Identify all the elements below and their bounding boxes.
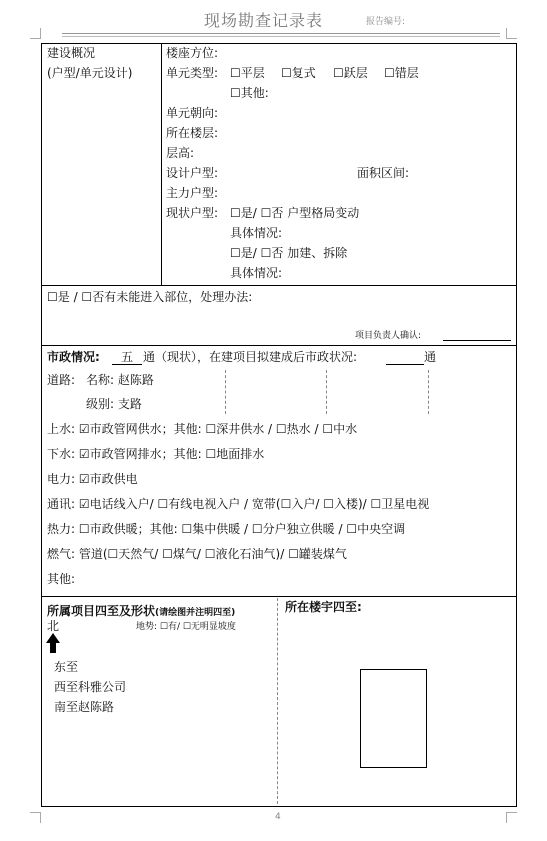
road-level: 级别: 支路 <box>86 397 142 411</box>
unit-type-duplex-checkbox[interactable]: ☐复式 <box>281 66 316 80</box>
terrain-checkbox[interactable]: 地势: ☐有/ ☐无明显坡度 <box>136 622 236 632</box>
design-type-label: 设计户型: <box>166 166 219 180</box>
corner-mark-br <box>506 812 517 823</box>
main-type-label: 主力户型: <box>166 186 219 200</box>
section4-dashed-divider <box>277 598 278 804</box>
table-row-divider-2 <box>41 345 517 346</box>
road-dashed-divider-2 <box>326 370 327 414</box>
north-label: 北 <box>47 619 60 633</box>
page-number: 4 <box>275 812 281 822</box>
planned-tong-label: 通 <box>424 350 437 364</box>
south-boundary: 南至赵陈路 <box>54 700 115 714</box>
road-dashed-divider-1 <box>225 370 226 414</box>
floor-label: 所在楼层: <box>166 126 219 140</box>
drainage-row[interactable]: 下水: ☑市政管网排水；其他: ☐地面排水 <box>47 447 265 461</box>
table-top-border <box>41 43 517 44</box>
building-position-label: 楼座方位: <box>166 46 219 60</box>
unit-type-flat-checkbox[interactable]: ☐平层 <box>230 66 265 80</box>
boundaries-title-text: 所属项目四至及形状 <box>47 604 156 618</box>
section1-column-divider <box>161 43 162 285</box>
unit-type-other-checkbox[interactable]: ☐其他: <box>230 86 269 100</box>
unit-type-loft-checkbox[interactable]: ☐跃层 <box>333 66 368 80</box>
connections-number: 五 <box>120 350 133 364</box>
header-rule-2 <box>62 36 500 37</box>
road-label: 道路: <box>47 373 76 387</box>
table-row-divider-1 <box>41 285 517 286</box>
height-label: 层高: <box>166 146 195 160</box>
heating-row[interactable]: 热力: ☐市政供暖；其他: ☐集中供暖 / ☐分户独立供暖 / ☐中央空调 <box>47 522 406 536</box>
orientation-label: 单元朝向: <box>166 106 219 120</box>
boundaries-note: (请绘图并注明四至) <box>155 608 236 618</box>
water-supply-row[interactable]: 上水: ☑市政管网供水；其他: ☐深井供水 / ☐热水 / ☐中水 <box>47 422 358 436</box>
planned-connections-line[interactable] <box>386 364 424 365</box>
boundaries-title <box>47 600 235 619</box>
unit-type-label: 单元类型: <box>166 66 219 80</box>
table-row-divider-3 <box>41 596 517 597</box>
detail-label-2: 具体情况: <box>230 266 283 280</box>
building-outline-box <box>360 669 427 768</box>
building-boundaries-title: 所在楼宇四至: <box>285 600 362 614</box>
table-right-border <box>516 43 517 807</box>
confirm-signature-line[interactable] <box>443 340 511 341</box>
corner-mark-tl <box>30 28 41 39</box>
other-row: 其他: <box>47 572 76 586</box>
municipal-connections-value <box>112 350 142 365</box>
page-title: 现场勘查记录表 <box>204 11 324 30</box>
municipal-status-text: 通（现状），在建项目拟建成后市政状况: <box>143 350 358 364</box>
road-dashed-divider-3 <box>428 370 429 414</box>
road-name: 名称: 赵陈路 <box>86 373 154 387</box>
power-row[interactable]: 电力: ☑市政供电 <box>47 472 138 486</box>
inaccessible-checkbox[interactable]: ☐是 / ☐否有未能进入部位，处理办法: <box>47 290 253 304</box>
municipal-title: 市政情况: <box>47 350 100 364</box>
corner-mark-tr <box>506 28 517 39</box>
unit-type-split-checkbox[interactable]: ☐错层 <box>384 66 419 80</box>
table-bottom-border <box>41 806 517 807</box>
layout-change-checkbox[interactable]: ☐是/ ☐否 户型格局变动 <box>230 206 360 220</box>
gas-row[interactable]: 燃气: 管道(☐天然气/ ☐煤气/ ☐液化石油气)/ ☐罐装煤气 <box>47 547 347 561</box>
current-type-label: 现状户型: <box>166 206 219 220</box>
north-arrow-icon <box>46 633 60 657</box>
header-rule <box>62 33 500 34</box>
confirm-label: 项目负责人确认: <box>355 331 422 341</box>
area-range-label: 面积区间: <box>357 166 410 180</box>
west-boundary: 西至科雅公司 <box>54 680 127 694</box>
table-left-border <box>41 43 42 807</box>
section1-subtitle: (户型/单元设计) <box>47 66 133 80</box>
section1-title: 建设概况 <box>47 46 96 60</box>
report-number-label: 报告编号: <box>366 17 406 27</box>
detail-label-1: 具体情况: <box>230 226 283 240</box>
telecom-row[interactable]: 通讯: ☑电话线入户/ ☐有线电视入户 / 宽带(☐入户/ ☐入楼)/ ☐卫星电视 <box>47 497 430 511</box>
add-remove-checkbox[interactable]: ☐是/ ☐否 加建、拆除 <box>230 246 348 260</box>
east-boundary: 东至 <box>54 660 79 674</box>
corner-mark-bl <box>30 812 41 823</box>
